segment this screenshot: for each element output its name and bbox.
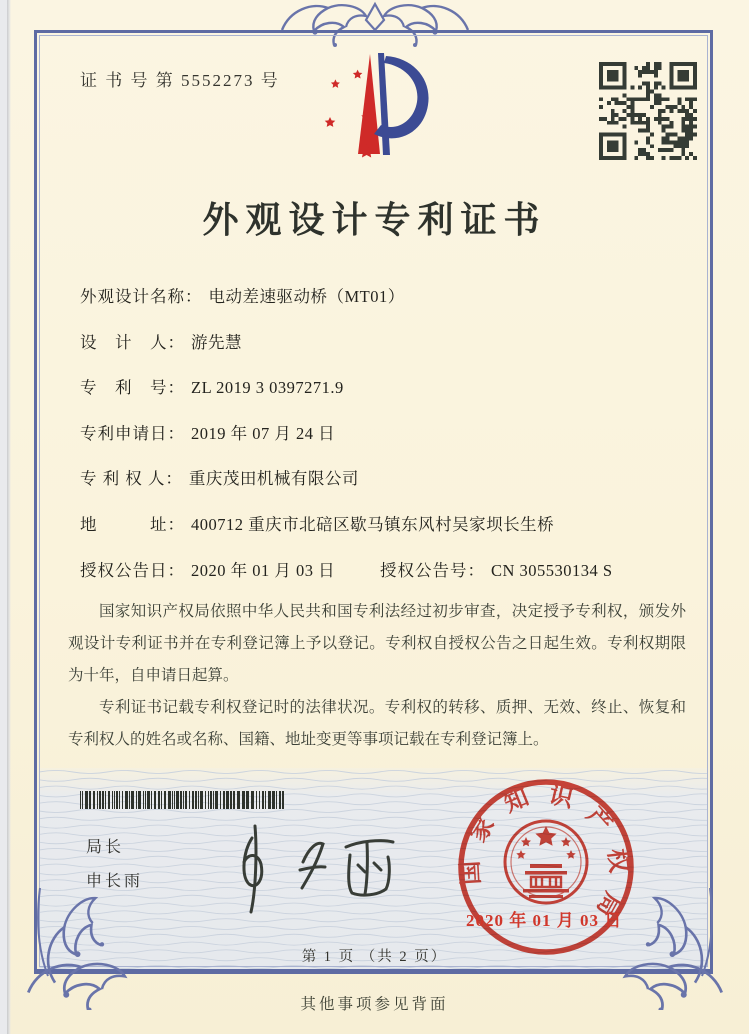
cnipa-logo [318,48,438,166]
grant-date-label: 授权公告日： [80,561,185,580]
seal-date: 2020 年 01 月 03 日 [466,911,623,930]
certificate-title: 外观设计专利证书 [202,200,547,240]
grant-date-value: 2020 年 01 月 03 日 [191,561,336,580]
patent-no-value: ZL 2019 3 0397271.9 [191,378,344,397]
qr-code [599,62,697,160]
svg-text:国家知识产权局 [457,781,633,921]
filing-date-value: 2019 年 07 月 24 日 [191,424,336,443]
field-designer [80,329,242,353]
page-number: 第 1 页 （共 2 页） [301,949,448,965]
grant-no-label: 授权公告号： [380,561,485,580]
filing-date-label: 专利申请日： [80,424,185,443]
design-name-value: 电动差速驱动桥（MT01） [208,287,405,306]
signature-handwriting [200,816,410,924]
signer-name: 申长雨 [86,873,144,890]
design-name-label: 外观设计名称： [80,287,203,306]
address-label: 地 址： [80,515,185,534]
field-patent-no [80,374,344,398]
address-value: 400712 重庆市北碚区歇马镇东风村吴家坝长生桥 [191,515,555,534]
back-side-note: 其他事项参见背面 [300,996,449,1013]
patentee-value: 重庆茂田机械有限公司 [188,469,359,488]
field-grant-date [80,557,335,581]
grant-no-value: CN 305530134 S [491,561,613,580]
legal-paragraphs [68,596,686,756]
field-grant-no [380,557,613,581]
seal-org-text: 国家知识产权局 [457,782,632,922]
patent-no-label: 专 利 号： [80,378,185,397]
field-patentee [80,465,359,489]
field-design-name [80,283,405,307]
field-address [80,511,554,535]
seal-emblem [505,821,587,903]
scan-edge-shadow [7,0,11,1034]
paragraph-register: 专利证书记载专利权登记时的法律状况。专利权的转移、质押、无效、终止、恢复和专利权人的姓名或名称、国籍、地址变更等事项记载在专利登记簿上。 [68,699,686,748]
patentee-label: 专 利 权 人： [80,469,183,488]
designer-value: 游先慧 [191,333,242,352]
paragraph-grant: 国家知识产权局依照中华人民共和国专利法经过初步审查，决定授予专利权，颁发外观设计专利证书并在专利登记簿上予以登记。专利权自授权公告之日起生效。专利权期限为十年，自申请日起算。 [68,603,686,684]
signer-title: 局长 [86,839,125,856]
barcode [80,791,288,809]
certificate-number: 证 书 号 第 5552273 号 [80,71,280,90]
field-filing-date [80,420,335,444]
scan-page-edge [0,0,7,1034]
designer-label: 设 计 人： [80,333,185,352]
